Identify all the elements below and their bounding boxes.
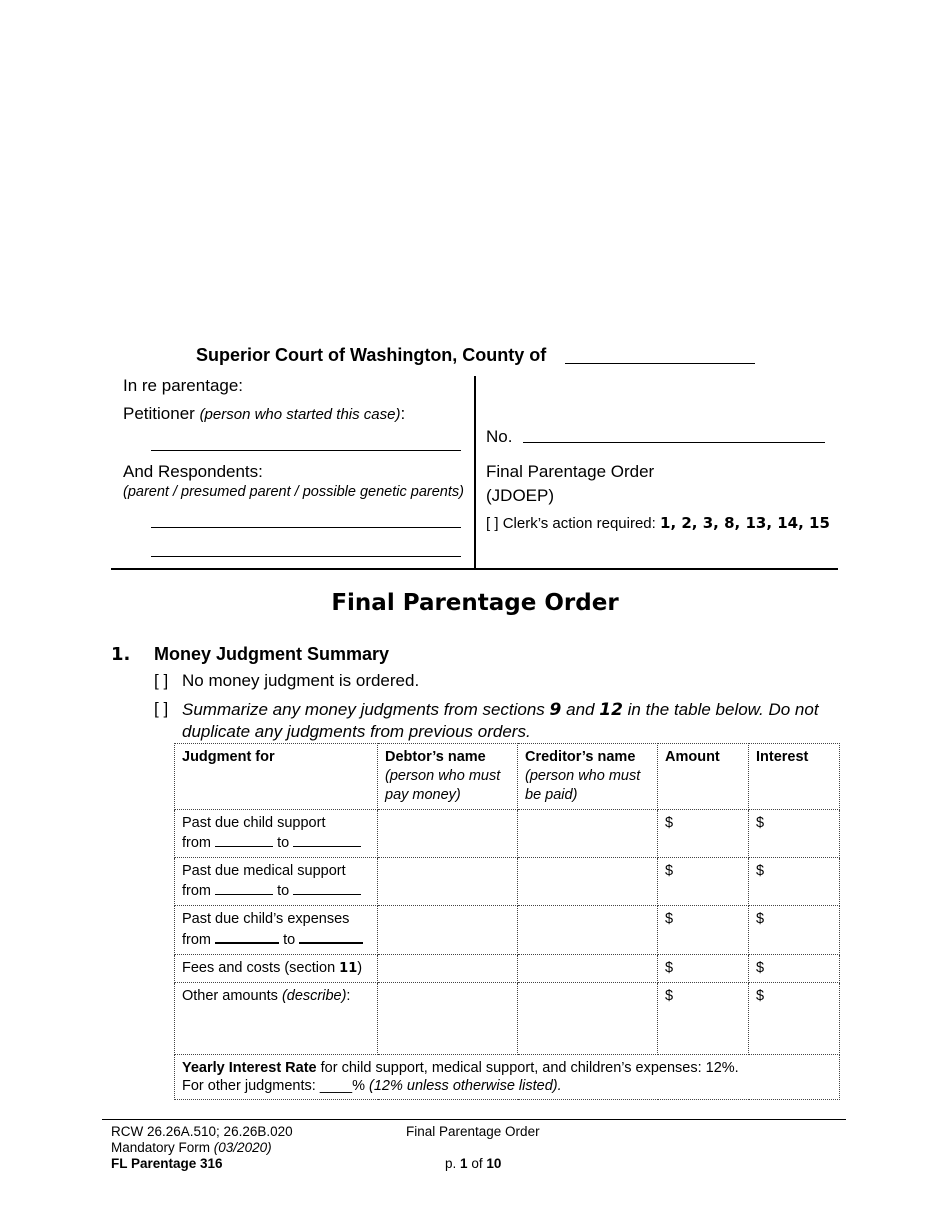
interest-cell[interactable]: $ — [749, 906, 840, 955]
interest-rate-note: Yearly Interest Rate for child support, medical support, and children’s expenses: 12%. For other judgments: ____% (12% unless otherwise listed). — [175, 1055, 840, 1100]
footer-title: Final Parentage Order — [406, 1124, 540, 1139]
amount-cell[interactable]: $ — [658, 858, 749, 906]
table-header-row — [175, 744, 840, 810]
judgment-table — [174, 743, 840, 1100]
interest-cell[interactable]: $ — [749, 955, 840, 983]
creditor-cell[interactable] — [518, 983, 658, 1055]
amount-cell[interactable]: $ — [658, 810, 749, 858]
debtor-cell[interactable] — [378, 983, 518, 1055]
section-number: 1. — [111, 644, 131, 665]
court-title: Superior Court of Washington, County of — [196, 345, 547, 365]
case-no-label: No. — [486, 427, 513, 446]
county-field[interactable] — [565, 363, 755, 364]
amount-cell[interactable]: $ — [658, 955, 749, 983]
order-code: (JDOEP) — [486, 486, 554, 505]
caption-bottom-rule — [111, 568, 838, 570]
debtor-cell[interactable] — [378, 810, 518, 858]
page-title: Final Parentage Order — [331, 590, 619, 616]
table-row — [175, 906, 840, 955]
rcw-citation: RCW 26.26A.510; 26.26B.020 — [111, 1124, 293, 1139]
to-date-field[interactable] — [293, 833, 361, 847]
header-interest: Interest — [749, 744, 840, 810]
petitioner-label: Petitioner (person who started this case): — [123, 404, 406, 423]
amount-cell[interactable]: $ — [658, 983, 749, 1055]
interest-cell[interactable]: $ — [749, 810, 840, 858]
header-debtor: Debtor’s name (person who must pay money) — [378, 744, 518, 810]
from-date-field[interactable] — [215, 929, 279, 944]
page-number: p. 1 of 10 — [445, 1156, 502, 1171]
clerk-section-list: 1, 2, 3, 8, 13, 14, 15 — [660, 514, 830, 532]
judgment-label: Fees and costs (section 11) — [175, 955, 378, 983]
in-re-label: In re parentage: — [123, 376, 244, 395]
clerk-checkbox[interactable]: [ ] — [486, 515, 499, 532]
option-no-judgment-text: No money judgment is ordered. — [182, 671, 420, 690]
judgment-label: Past due medical support from to — [175, 858, 378, 906]
amount-cell[interactable]: $ — [658, 906, 749, 955]
respondents-note: (parent / presumed parent / possible genetic parents) — [123, 484, 464, 500]
table-row — [175, 983, 840, 1055]
option-no-judgment-checkbox[interactable]: [ ] — [154, 671, 169, 690]
option-summarize-text: Summarize any money judgments from sections 9 and 12 in the table below. Do not duplicate any judgments from previous orders. — [182, 700, 819, 741]
option-summarize-checkbox[interactable]: [ ] — [154, 699, 169, 718]
header-judgment-for: Judgment for — [175, 744, 378, 810]
clerk-action-line: [ ] Clerk’s action required: 1, 2, 3, 8, 13, 14, 15 — [486, 514, 830, 532]
form-id: FL Parentage 316 — [111, 1156, 223, 1171]
judgment-label: Past due child’s expenses from to — [175, 906, 378, 955]
debtor-cell[interactable] — [378, 906, 518, 955]
creditor-cell[interactable] — [518, 858, 658, 906]
to-date-field[interactable] — [293, 881, 361, 895]
header-amount: Amount — [658, 744, 749, 810]
interest-cell[interactable]: $ — [749, 858, 840, 906]
debtor-cell[interactable] — [378, 858, 518, 906]
footer-left — [111, 1124, 293, 1172]
table-row — [175, 955, 840, 983]
footer-rule — [102, 1119, 846, 1120]
creditor-cell[interactable] — [518, 906, 658, 955]
table-row — [175, 810, 840, 858]
header-creditor: Creditor’s name (person who must be paid) — [518, 744, 658, 810]
from-date-field[interactable] — [215, 833, 273, 847]
petitioner-name-field[interactable] — [151, 450, 461, 451]
judgment-label: Past due child support from to — [175, 810, 378, 858]
section-title: Money Judgment Summary — [154, 644, 390, 664]
creditor-cell[interactable] — [518, 810, 658, 858]
mandatory-form-label: Mandatory Form (03/2020) — [111, 1140, 272, 1155]
respondent-name-field-2[interactable] — [151, 556, 461, 557]
to-date-field[interactable] — [299, 929, 363, 944]
order-name: Final Parentage Order — [486, 462, 655, 481]
respondents-label: And Respondents: — [123, 462, 263, 481]
interest-cell[interactable]: $ — [749, 983, 840, 1055]
case-number-field[interactable] — [523, 442, 825, 443]
from-date-field[interactable] — [215, 881, 273, 895]
respondent-name-field-1[interactable] — [151, 527, 461, 528]
debtor-cell[interactable] — [378, 955, 518, 983]
table-row — [175, 858, 840, 906]
caption-divider — [474, 376, 476, 569]
creditor-cell[interactable] — [518, 955, 658, 983]
table-footer-row — [175, 1055, 840, 1100]
judgment-label: Other amounts (describe): — [175, 983, 378, 1055]
